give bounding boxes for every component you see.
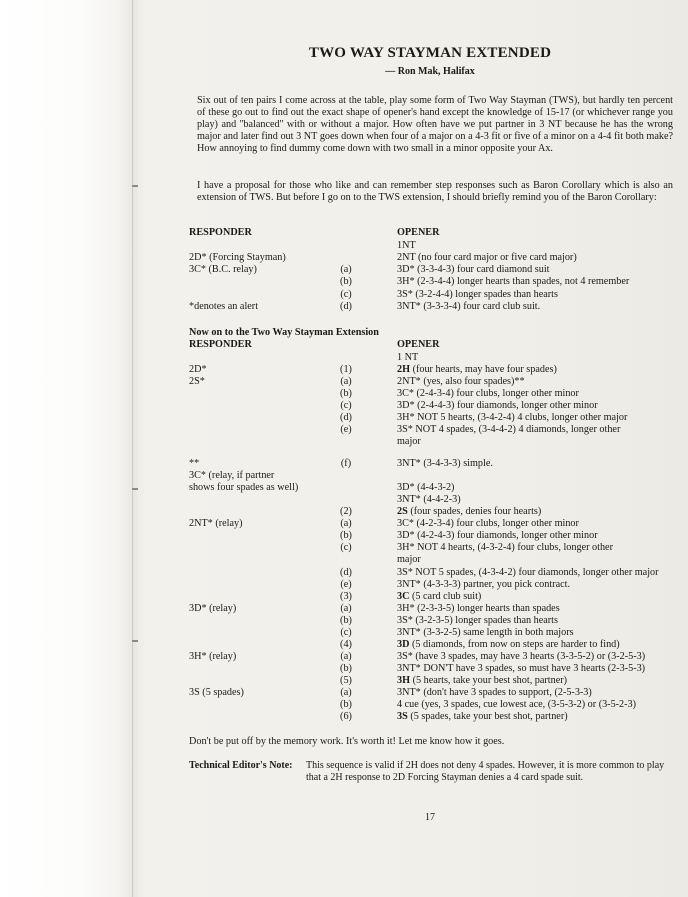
table1-responder-cell: *denotes an alert — [189, 301, 259, 312]
table2-opener-text: 3C* (2-4-3-4) four clubs, longer other minor — [397, 388, 579, 399]
table2-opener-text: 1 NT — [397, 352, 419, 363]
table2-step-marker: (3) — [340, 591, 352, 602]
table2-step-marker: (a) — [340, 651, 352, 662]
table2-opener-text: 3S* NOT 5 spades, (4-3-4-2) four diamonds, longer other major — [397, 567, 659, 578]
table2-opener-text: 3NT* DON'T have 3 spades, so must have 3 hearts (2-3-5-3) — [397, 663, 646, 674]
table2-opener-bid: 3S — [397, 711, 408, 722]
table1-responder-cell: 2D* (Forcing Stayman) — [189, 252, 286, 263]
table2-opener-text: 2NT* (yes, also four spades)** — [397, 376, 525, 387]
tech-note-body: This sequence is valid if 2H does not deny 4 spades. However, it is more common to play that a 2H response to 2D Forcing Stayman denies a 4 card spade suit. — [306, 760, 665, 784]
table2-responder-header: RESPONDER — [189, 339, 252, 350]
table1-opener-cell — [397, 300, 669, 313]
table2-opener-text: 3H* (2-3-3-5) longer hearts than spades — [397, 603, 560, 614]
table2-step-marker: (1) — [340, 364, 352, 375]
table1-responder-header: RESPONDER — [189, 227, 252, 238]
table1-step-marker: (d) — [340, 301, 352, 312]
table2-opener-text: (four hearts, may have four spades) — [410, 364, 557, 375]
table2-opener-bid: 3C — [397, 591, 410, 602]
table2-responder-cell: 3C* (relay, if partner — [189, 470, 275, 481]
article-title: TWO WAY STAYMAN EXTENDED — [308, 45, 552, 61]
table2-opener-text: (5 hearts, take your best shot, partner) — [410, 675, 568, 686]
intro-paragraph-2: I have a proposal for those who like and can remember step responses such as Baron Corollary which is also an extension of TWS. But before I go on to the TWS extension, I should briefly remind you of the Baron Corollary: — [197, 180, 673, 204]
table2-responder-cell: 2NT* (relay) — [189, 518, 243, 529]
closing-line: Don't be put off by the memory work. It's worth it! Let me know how it goes. — [189, 736, 505, 747]
table2-opener-bid: 2H — [397, 364, 411, 375]
table2-opener-text: 3D* (4-4-3-2) — [397, 482, 455, 493]
table1-step-marker: (a) — [340, 264, 352, 275]
table2-step-marker: (e) — [340, 579, 352, 590]
table2-opener-cell — [397, 710, 669, 723]
table2-step-marker: (b) — [340, 663, 352, 674]
table2-opener-text: (5 diamonds, from now on steps are harder to find) — [409, 639, 620, 650]
table2-step-marker: (d) — [340, 567, 352, 578]
table2-step-marker: (b) — [340, 388, 352, 399]
table2-responder-cell: 2D* — [189, 364, 207, 375]
table1-step-marker: (b) — [340, 276, 352, 287]
table1-opener-text: 3NT* (3-3-3-4) four card club suit. — [397, 301, 541, 312]
article-byline: — Ron Mak, Halifax — [385, 66, 475, 77]
table2-responder-cell: 2S* — [189, 376, 205, 387]
table2-responder-cell: 3S (5 spades) — [189, 687, 244, 698]
table1-row — [0, 300, 688, 315]
table2-responder-cell: ** — [189, 458, 200, 469]
table2-opener-text: 3H* NOT 4 hearts, (4-3-2-4) four clubs, longer other — [397, 542, 613, 553]
table2-opener-text: 3NT* (3-4-3-3) simple. — [397, 458, 493, 469]
table1-opener-text: 3H* (2-3-4-4) longer hearts than spades, not 4 remember — [397, 276, 630, 287]
table2-step-marker: (c) — [340, 627, 352, 638]
table2-opener-cell — [397, 435, 669, 448]
table2-section-title: Now on to the Two Way Stayman Extension — [189, 327, 379, 338]
table2-opener-text: 3H* NOT 5 hearts, (3-4-2-4) 4 clubs, longer other major — [397, 412, 628, 423]
intro-paragraph-1: Six out of ten pairs I come across at the table, play some form of Two Way Stayman (TWS), but hardly ten percent of these go out to find out the exact shape of opener's hand except the knowledge of 15-17 (or whichever range you play) and ''balanced'' with or without a major. How often have we put partner in 3 NT because he has the wrong major and later find out 3 NT goes down when four of a major on a 4-3 fit or five of a minor on a 4-4 fit both make? How annoying to find dummy come down with two small in a minor opposite your Ax. — [197, 95, 673, 155]
table2-responder-cell: 3H* (relay) — [189, 651, 237, 662]
table2-step-marker: (a) — [340, 376, 352, 387]
table2-step-marker: (d) — [340, 412, 352, 423]
table2-opener-bid: 3H — [397, 675, 411, 686]
table2-opener-text: (5 spades, take your best shot, partner) — [407, 711, 568, 722]
tech-note-label: Technical Editor's Note: — [189, 760, 293, 771]
page-number: 17 — [425, 812, 435, 823]
table2-step-marker: (2) — [340, 506, 352, 517]
table2-opener-text: 3C* (4-2-3-4) four clubs, longer other minor — [397, 518, 579, 529]
table2-opener-bid: 3D — [397, 639, 410, 650]
table2-step-marker: (c) — [340, 542, 352, 553]
table1-opener-text: 2NT (no four card major or five card major) — [397, 252, 577, 263]
table2-step-marker: (f) — [340, 458, 352, 469]
table1-opener-text: 3S* (3-2-4-4) longer spades than hearts — [397, 289, 558, 300]
table1-opener-text: 3D* (3-3-4-3) four card diamond suit — [397, 264, 550, 275]
table1-opener-cell — [397, 275, 669, 288]
table2-opener-text: 3D* (4-2-4-3) four diamonds, longer other minor — [397, 530, 598, 541]
table2-row — [0, 710, 688, 725]
table2-opener-text: 4 cue (yes, 3 spades, cue lowest ace, (3-5-3-2) or (3-5-2-3) — [397, 699, 637, 710]
table2-opener-text: 3S* (have 3 spades, may have 3 hearts (3-3-5-2) or (3-2-5-3) — [397, 651, 646, 662]
table2-step-marker: (a) — [340, 518, 352, 529]
table2-step-marker: (6) — [340, 711, 352, 722]
table2-opener-header: OPENER — [397, 339, 440, 350]
table2-step-marker: (a) — [340, 687, 352, 698]
table2-opener-text: 3S* (3-2-3-5) longer spades than hearts — [397, 615, 558, 626]
binding-mark — [132, 185, 138, 187]
table2-step-marker: (a) — [340, 603, 352, 614]
table1-opener-header: OPENER — [397, 227, 440, 238]
table2-opener-text: major — [397, 554, 421, 565]
table2-opener-text: (5 card club suit) — [409, 591, 482, 602]
table2-step-marker: (5) — [340, 675, 352, 686]
table2-responder-cell: shows four spades as well) — [189, 482, 299, 493]
table2-step-marker: (c) — [340, 400, 352, 411]
table2-opener-text: (four spades, denies four hearts) — [407, 506, 542, 517]
table2-responder-cell: 3D* (relay) — [189, 603, 237, 614]
table2-step-marker: (b) — [340, 615, 352, 626]
table2-opener-text: 3S* NOT 4 spades, (3-4-4-2) 4 diamonds, longer other — [397, 424, 621, 435]
table2-step-marker: (b) — [340, 699, 352, 710]
table2-step-marker: (4) — [340, 639, 352, 650]
table2-opener-bid: 2S — [397, 506, 408, 517]
table2-step-marker: (b) — [340, 530, 352, 541]
table1-responder-cell: 3C* (B.C. relay) — [189, 264, 257, 275]
table2-opener-text: 3D* (2-4-4-3) four diamonds, longer other minor — [397, 400, 598, 411]
table2-opener-text: major — [397, 436, 421, 447]
table2-opener-text: 3NT* (don't have 3 spades to support, (2-5-3-3) — [397, 687, 592, 698]
table2-opener-text: 3NT* (3-3-2-5) same length in both majors — [397, 627, 574, 638]
table2-opener-cell — [397, 553, 669, 566]
table1-opener-text: 1NT — [397, 240, 416, 251]
table2-opener-text: 3NT* (4-4-2-3) — [397, 494, 461, 505]
table2-row — [0, 435, 688, 450]
table2-opener-text: 3NT* (4-3-3-3) partner, you pick contract. — [397, 579, 570, 590]
table1-step-marker: (c) — [340, 289, 352, 300]
table2-step-marker: (e) — [340, 424, 352, 435]
